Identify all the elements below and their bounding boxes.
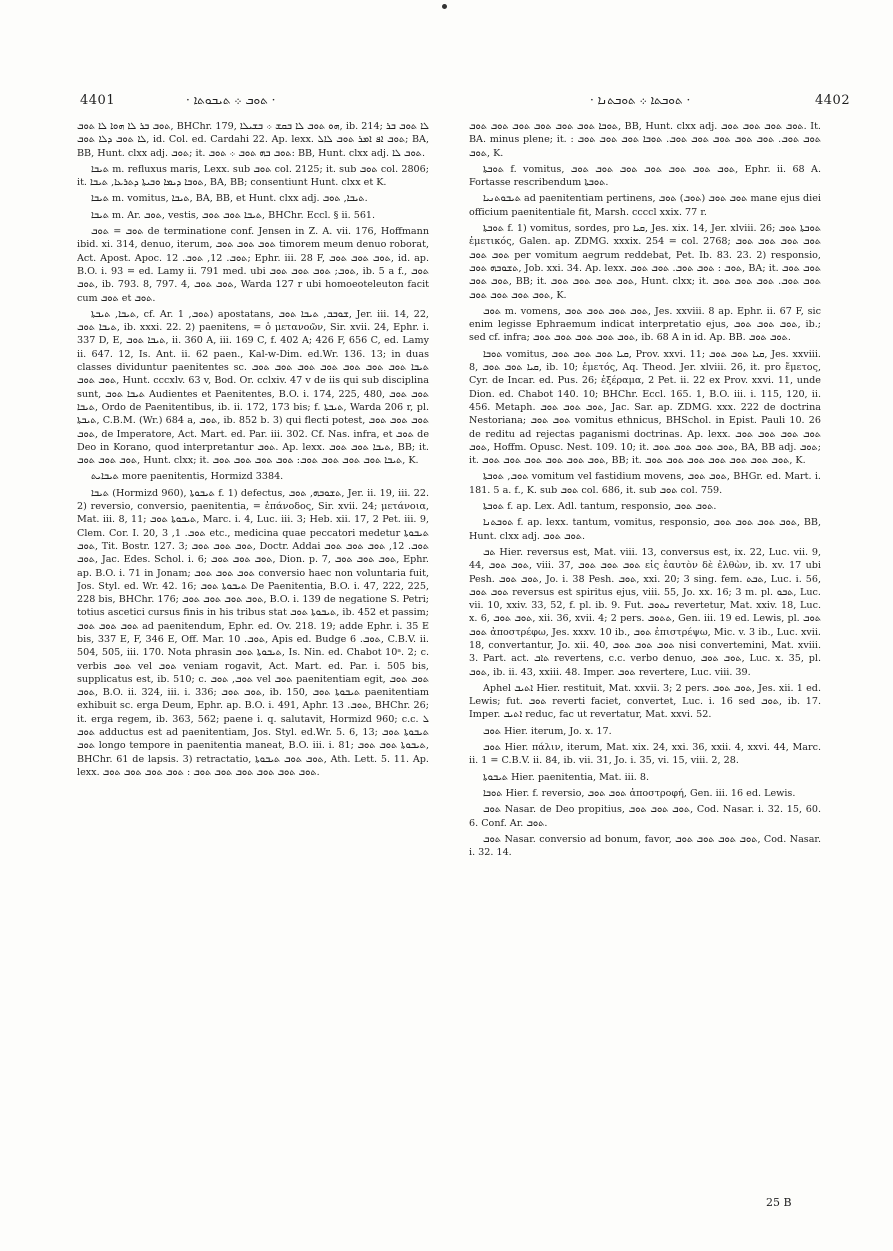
entry-paragraph: ܬܝܒܐܝܬ more paenitentis, Hormizd 3384. [91,471,284,483]
entry-paragraph: ܬܘܒܐ vomitus, ܩܝܐ ܬܘܒ ܬܘܒ ܬܘܒ, Prov. xxvi. 11; ܩܝܐ ܬܘܒ ܬܘܒ, Jes. xxviii. 8, ܩܝܐ ܬܘܒ ܬܘܒ, ib. 10; ἐμετός, Aq. Theod. Jer. xlviii. 26, it. pro ἔμετος, Cyr. de Incar. ed. Pus. 26; ἐξέραμα, 2 Pet. ii. 22 ex Prov. xxvi. 11, unde Dion. ed. Chabot 140. 10; BHChr. Eccl. 165. 1, B.O. iii. i. 115, 120, ii. 456. Metaph. ܬܘܒ ܬܘܒ ܬܘܒ, Jac. Sar. ap. ZDMG. xxx. 222 de doctrina Nestoriana; ܬܘܒ ܬܘܒ vomitus ethnicus, BHSchol. in Epist. Pauli 10. 26 de reditu ad rejectas paganismi doctrinas. Ap. lexx. ܬܘܒ ܬܘܒ ܬܘܒ ܬܘܒ ܬܘܒ, Hoffm. Opusc. Nest. 109. 10; it. ܬܘܒ ܬܘܒ ܬܘܒ ܬܘܒ, BA, BB adj. ܬܘܒ; it. ܬܘܒ ܬܘܒ ܬܘܒ ܬܘܒ ܬܘܒ ܬܘܒ, BB; it. ܬܘܒ ܬܘܒ ܬܘܒ ܬܘܒ ܬܘܒ ܬܘܒ ܬܘܒ, K. [469,348,821,467]
page-number-left: 4401 [80,93,116,108]
entry-paragraph: ܬܝܒܐ (Hormizd 960), ܬܝܒܘܬܐ f. 1) defectus, ܬܫܘܒܗ, ܬܘܒ, Jer. ii. 19, iii. 22. 2) reversio, conversio, paenitentia, = ἐπάνοδος, Sir. xvii. 24; μετάνοια, Mat. iii. 8, 11; ܬܝܒܘܬܐ ܬܘܒ, Marc. i. 4, Luc. iii. 3; Heb. xii. 17, 2 Pet. iii. 9, Clem. Cor. I. 20, ܬܘܒ. 1, 3 etc., medicina quae peccatori medetur ܬܝܒܘܬܐ ܬܘܒ, Tit. Bostr. 127. 3; ܬܘܒ ܬܘܒ ܬܘܒ, Doctr. Addai ܬܘܒ. 12, ܬܘܒ ܬܘܒ ܬܘܒ ܬܘܒ, Jac. Edes. Schol. i. 6; ܬܘܒ ܬܘܒ ܬܘܒ, Dion. p. 7, ܬܘܒ ܬܘܒ ܬܘܒ, Ephr. ap. B.O. i. 71 in Jonam; ܬܘܒ ܬܘܒ ܬܘܒ conversio haec non voluntaria fuit, Jos. Styl. ed. Wr. 42. 16; ܬܝܒܘܬܐ ܬܘܒ De Paenitentia, B.O. i. 47, 222, 225, 228 bis, BHChr. 176; ܬܘܒ ܬܘܒ ܬܘܒ ܬܘܒ, B.O. i. 139 de negatione S. Petri; totius ascetici cursus finis in his tribus stat ܬܝܒܘܬܐ ܬܘܒ, ib. 452 et passim; ܬܘܒ ܬܘܒ ܬܘܒ ad paenitendum, Ephr. ed. Ov. 218. 19; adde Ephr. i. 35 E bis, 337 E, F, 346 E, Off. Mar. ܬܘܒ. 10, Apis ed. Budge ܬܘܒ. 6, C.B.V. ii. 504, 505, iii. 170. Nota phrasin ܬܝܒܘܬܐ ܬܘܒ, Is. Nin. ed. Chabot 10ᵃ. 2; c. verbis ܬܘܒ vel ܬܘܒ veniam rogavit, Act. Mart. ed. Par. i. 505 bis, supplicatus est, ib. 510; c. ܬܘܒ, ܬܘܒ vel ܬܘܒ paenitentiam egit, ܬܘܒ ܬܘܒ ܬܘܒ, B.O. ii. 324, iii. i. 336; ܬܘܒ ܬܘܒ, ib. 150, ܬܝܒܘܬܐ ܬܘܒ paenitentiam exhibuit sc. erga Deum, Ephr. ap. B.O. i. 491, Aphr. ܬܘܒ. 13, BHChr. 26; it. erga regem, ib. 363, 562; paene i. q. salutavit, Hormizd 960; c.c. ܠ ܬܘܒ adductus est ad paenitentiam, Jos. Styl. ed.Wr. 5. 6, 13; ܬܝܒܘܬܐ ܬܘܒ ܬܘܒ longo tempore in paenitentia maneat, B.O. iii. i. 81; ܬܝܒܘܬܐ ܬܘܒ ܬܘܒ, BHChr. 61 de lapsis. 3) retractatio, ܬܘܒ ܬܘܒ ܬܝܒܘܬܐ, Ath. Lett. 5. 11. Ap. lexx. ܬܘܒ ܬܘܒ ܬܘܒ ܬܘܒ ܬܘܒ ܬܘܒ : ܬܘܒ ܬܘܒ ܬܘܒ ܬܘܒ. [77,487,429,778]
entry-paragraph: ܬܘܒܬܐ f. ap. Lex. Adl. tantum, responsio, ܬܘܒ ܬܘܒ. [483,501,717,513]
entry-paragraph: ܬܘܒܬܢܐ f. ap. lexx. tantum, vomitus, responsio, ܬܘܒ ܬܘܒ ܬܘܒ ܬܘܒ, BB, Hunt. clxx adj. ܬܘܒ ܬܘܒ. [469,517,821,542]
running-title-right: · ܬܘܒܬܐ ܀ ܬܘܒܬܢܐ · [590,93,691,107]
right-column [469,120,821,1200]
entry-paragraph: ܬܘܒ Nasar. de Deo propitius, ܬܘܒ ܬܘܒ ܬܘܒ, Cod. Nasar. i. 32. 15, 60. 6. Conf. Ar. ܬܘܒ. [469,804,821,829]
entry-paragraph: ܬܝܒܐ m. refluxus maris, Lexx. sub ܬܘܒ col. 2125; it. sub ܬܘܒ col. 2806; it. ܬܘܒܐ ܕܝܡܐ ܘܒܝܬܐ ܕܬܪܥܐ, ܬܝܒܐ, BA, BB; consentiunt Hunt. clxx et K. [77,163,429,189]
entry-paragraph: ܬܘܒܬܐ f. vomitus, ܬܘܒ ܬܘܒ ܬܘܒ ܬܘܒ ܬܘܒ ܬܘܒ ܬܘܒ, Ephr. ii. 68 A. Fortasse rescribendum ܬܘܒܬܐ. [469,163,821,189]
entry-paragraph: ܬܝܒܐ m. vomitus, ܬܝܒܐ, BA, BB, et Hunt. clxx adj. ܬܝܒܐ, ܬܘܒ. [91,193,368,205]
entry-paragraph: ܬܝܒܘܬܢܝܐ ad paenitentiam pertinens, ܬܘܒ ܬܘܒ (ܬܘܒ) ܬܘܒ mane ejus diei officium paenitentiale fit, Marsh. ccccl xxix. 77 r. [469,193,821,218]
entry-paragraph: ܬܘܒ Nasar. conversio ad bonum, favor, ܬܘܒ ܬܘܒ ܬܘܒ ܬܘܒ, Cod. Nasar. i. 32. 14. [469,833,821,859]
signature-mark: 25 B [766,1196,792,1209]
entry-paragraph: Aphel ܐܬܝܒ Hier. restituit, Mat. xxvii. 3; 2 pers. ܬܘܒ ܬܘܒ, Jes. xii. 1 ed. Lewis; fut. ܬܘܒ reverti faciet, convertet, Luc. i. 16 sed ܬܘܒ, ib. 17. Imper. ܐܬܝܒ reduc, fac ut revertatur, Mat. xxvi. 52. [469,682,821,721]
entry-paragraph: ܬܝܒܐ m. Ar. ܬܘܒ, vestis, ܬܝܒܐ ܬܘܒ ܬܘܒ, BHChr. Eccl. § ii. 561. [91,209,376,221]
running-title-left: · ܬܘܒ ܀ ܬܝܒܘܬܐ · [186,93,276,107]
entry-paragraph: ܬܘܒ, ܬܘܒܬܐ vomitum vel fastidium movens, ܬܘܒ ܬܘܒ, BHGr. ed. Mart. i. 181. 5 a. f., K. sub ܬܘܒ col. 686, it. sub ܬܘܒ col. 759. [469,471,821,496]
entry-paragraph: ܬܘܒܐ Hier. f. reversio, ܬܘܒ ܬܘܒ ἀποστροφή, Gen. iii. 16 ed. Lewis. [483,787,796,799]
entry-paragraph: ܬܘܒ = ܬܘܒ de terminatione conf. Jensen in Z. A. vii. 176, Hoffmann ibid. xi. 314, denuo, iterum, ܬܘܒ ܬܘܒ ܬܘܒ timorem meum denuo roborat, Act. Apost. Apoc. ܬܘܒ. 12, ܬܘܒ. 12; Ephr. iii. 28 F, ܬܘܒ ܬܘܒ ܬܘܒ, id. ap. B.O. i. 93 = ed. Lamy ii. 791 med. ubi ܬܘܒ; ܬܘܒ ܬܘܒ ܬܘܒ, ib. 5 a f., ܬܘܒ ܬܘܒ, ib. 793. 8, 797. 4, ܬܘܒ ܬܘܒ, Warda 127 r ubi homoeoteleuton facit cum ܬܘܒ et ܬܘܒ. [77,226,429,304]
entry-paragraph: ܬܒ Hier. reversus est, Mat. viii. 13, conversus est, ix. 22, Luc. vii. 9, 44, ܬܘܒ ܬܘܒ, viii. 37, ܬܘܒ ܬܘܒ ܬܘܒ εἰς ἑαυτὸν δὲ ἐλθὼν, ib. xv. 17 ubi Pesh. ܬܘܒ ܬܘܒ, Jo. i. 38 Pesh. ܬܘܒ, xxi. 20; 3 sing. fem. ܬܒܬ, Luc. i. 56, ܬܘܒ ܬܘܒ reversus est spiritus ejus, viii. 55, Jo. xx. 16; 3 m. pl. ܬܒܘ, Luc. vii. 10, xxiv. 33, 52, f. pl. ib. 9. Fut. ܢܬܘܒ revertetur, Mat. xxiv. 18, Luc. x. 6, ܬܘܒ ܬܘܒ, xii. 36, xvii. 4; 2 pers. ܬܬܘܒ, Gen. iii. 19 ed. Lewis, pl. ܬܘܒ ܬܘܒ ἀποστρέφω, Jes. xxxv. 10 ib., ܬܘܒ ἐπιστρέψω, Mic. v. 3 ib., Luc. xvii. 18, convertantur, Jo. xii. 40, ܬܘܒ ܬܘܒ ܬܘܒ nisi convertemini, Mat. xviii. 3. Part. act. ܬܐܒ revertens, c.c. verbo denuo, ܬܘܒ ܬܘܒ, Luc. x. 35, pl. ܬܘܒ, ib. ii. 43, xxiii. 48. Imper. ܬܘܒ revertere, Luc. viii. 39. [469,546,821,678]
entry-paragraph: ܬܘܒ m. vomens, ܬܘܒ ܬܘܒ ܬܘܒ ܬܘܒ, Jes. xxviii. 8 ap. Ephr. ii. 67 F, sic enim legisse Ephraemum indicat interpretatio ejus, ܬܘܒ ܬܘܒ ܬܘܒ, ib.; sed cf. infra; ܬܘܒ ܬܘܒ ܬܘܒ ܬܘܒ ܬܘܒ, ib. 68 A in id. Ap. BB. ܬܘܒ ܬܘܒ. [469,305,821,344]
entry-paragraph: ܬܘܒ Hier. iterum, Jo. x. 17. [483,725,612,737]
entry-paragraph: ܬܝܒܘܬܐ Hier. paenitentia, Mat. iii. 8. [483,771,650,783]
entry-paragraph: ܬܝܒܐ, ܬܝܒܬܐ, cf. Ar. ܬܘܒ, 1) apostatans, ܫܘܒܒ, ܬܝܒܐ ܬܘܒ, Jer. iii. 14, 22, ܬܝܒܐ ܬܘܒ, ib. xxxi. 22. 2) paenitens, = ὁ μετανοῶν, Sir. xvii. 24, Ephr. i. 337 D, E, ܬܝܒܐ ܬܘܒ, ii. 360 A, iii. 169 C, f. 402 A; 426 F, 656 C, ed. Lamy ii. 647. 12, Is. Ant. ii. 62 paen., Kal-w-Dim. ed.Wr. 136. 13; in duas classes dividuntur paenitentes sc. ܬܝܒܐ ܬܘܒ ܬܘܒ ܬܘܒ ܬܘܒ ܬܘܒ ܬܘܒ ܬܘܒ ܬܘܒ ܬܘܒ, Hunt. cccxlv. 63 v, Bod. Or. cclxiv. 47 v de iis qui sub disciplina sunt, ܬܝܒܐ ܬܘܒ Audientes et Paenitentes, B.O. i. 174, 225, 480, ܬܘܒ ܬܘܒ ܬܝܒܐ, Ordo de Paenitentibus, ib. ii. 172, 173 bis; f. ܬܝܒܬܐ, Warda 206 r, pl. ܬܝܒܬܐ, C.B.M. (Wr.) 684 a, ܬܘܒ, ib. 852 b. 3) qui flecti potest, ܬܘܒ ܬܘܒ ܬܘܒ ܬܘܒ, de Imperatore, Act. Mart. ed. Par. iii. 302. Cf. Nas. infra, et ܬܘܒ de Deo in Korano, quod interpretantur ܬܘܒ. Ap. lexx. ܬܝܒܐ ܬܘܒ ܬܘܒ, BB; it. ܬܘܒ ܬܘܒ ܬܘܒ, Hunt. clxx; it. ܬܝܒܐ ܬܘܒ ܬܘܒ ܬܘܒ ܬܘܒ: ܬܘܒ ܬܘܒ ܬܘܒ ܬܘܒ, K. [77,308,429,467]
page-number-right: 4402 [815,93,851,108]
left-column [77,120,429,1202]
entry-paragraph: ܬܘܒ ܒܪ ܠܐ ܗܘܐ ܠܐ ܬܘܒ, BHChr. 179, ܗܘ ܬܘܒ ܠܐ ܒܩܫ ܀ ܒܫܝܠܐ, ib. 214; ܠܐ ܬܘܒ ܒܪ ܠܐ ܬܘܒ ܕܠܐ ܬܘܒ, id. Col. ed. Cardahi 22. Ap. lexx. ܬܘܒ ܐܦ ܐܡܪ ܬܘܒ ܠܐܠ; BA, BB, Hunt. clxx adj. ܬܘܒ; it. ܬܘܒ ܒܗ ܬܘܒ ܀ ܬܘܒ: BB, Hunt. clxx adj. ܬܘܒ ܠܐ. [77,121,429,159]
scan-dot-mark [442,4,447,9]
entry-paragraph: ܬܘܒܐ ܬܘܒ ܬܘܒ ܬܘܒ ܬܘܒ ܬܘܒ ܬܘܒ, BB, Hunt. clxx adj. ܬܘܒ ܬܘܒ ܬܘܒ ܬܘܒ. It. BA. minus plene; it. : ܬܘܒ ܬܘܒ. ܬܘܒ ܬܘܒ ܬܘܒ ܬܘܒ ܬܘܒ. ܬܘܒܐ ܬܘܒ ܬܘܒ ܬܘܒ ܬܘܒ, K. [469,121,821,159]
entry-paragraph: ܬܘܒܬܐ f. 1) vomitus, sordes, pro ܩܝܐ, Jes. xix. 14, Jer. xlviii. 26; ܬܘܒܬܐ ܬܘܒ ἐμετικός, Galen. ap. ZDMG. xxxix. 254 = col. 2768; ܬܘܒ ܬܘܒ ܬܘܒ ܬܘܒ ܬܘܒ ܬܘܒ per vomitum aegrum reddebat, Pet. Ib. 83. 23. 2) responsio, ܬܫܘܒܗ ܬܘܒ, Job. xxi. 34. Ap. lexx. ܬܘܒ : ܬܘܒ ܬܘܒ. ܬܘܒ ܬܘܒ, BA; it. ܬܘܒ ܬܘܒ ܬܘܒ ܬܘܒ, BB; it. ܬܘܒ ܬܘܒ ܬܘܒ ܬܘܒ, Hunt. clxx; it. ܬܘܒ ܬܘܒ. ܬܘܒ ܬܘܒ ܬܘܒ ܬܘܒ ܬܘܒ ܬܘܒ ܬܘܒ, K. [469,223,821,301]
entry-paragraph: ܬܘܒ Hier. πάλιν, iterum, Mat. xix. 24, xxi. 36, xxii. 4, xxvi. 44, Marc. ii. 1 = C.B.V. ii. 84, ib. vii. 31, Jo. i. 35, vi. 15, viii. 2, 28. [469,742,821,767]
